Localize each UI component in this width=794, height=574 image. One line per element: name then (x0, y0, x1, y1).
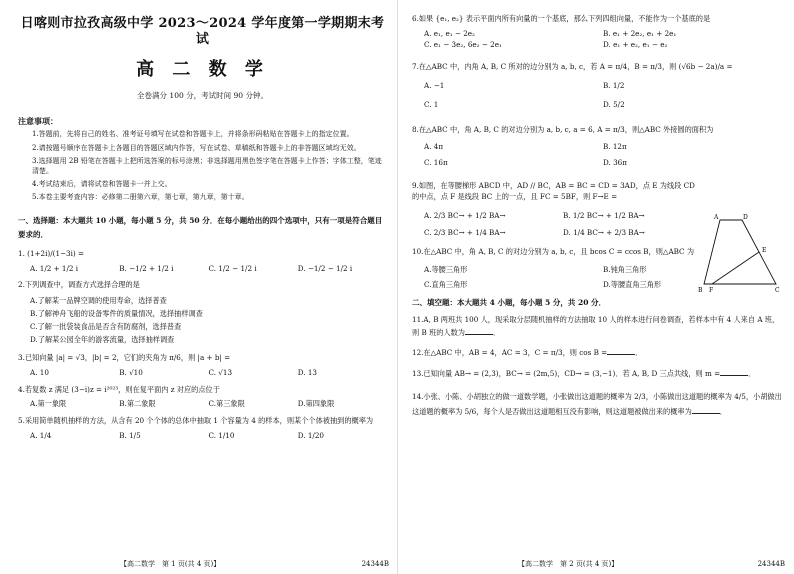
option: B.第二象限 (119, 399, 156, 409)
label-f: F (709, 287, 714, 294)
option: B. 1/2 (603, 81, 625, 91)
notice-item: 5.本卷主要考查内容：必修第二册第六章，第七章，第九章，第十章。 (32, 193, 249, 202)
option: C. 2/3 BC→ + 1/4 BA→ (424, 227, 506, 237)
option: D.等腰直角三角形 (603, 280, 662, 290)
footer-page-label: 【高二数学 第 2 页(共 4 页)】 (518, 560, 619, 568)
label-d: D (743, 214, 748, 221)
question-5 (18, 416, 387, 442)
question-stem: 3.已知向量 |a| = √3，|b| = 2，它们的夹角为 π/6，则 |a + b| = (18, 352, 231, 362)
option: A. 1/2 + 1/2 i (30, 263, 79, 273)
question-2 (18, 280, 387, 347)
label-c: C (775, 287, 780, 294)
notice-title: 注意事项： (18, 116, 58, 127)
option: A.等腰三角形 (424, 265, 468, 275)
notice-item: 4.考试结束后，请将试卷和答题卡一并上交。 (32, 179, 172, 188)
option: C. 1/10 (208, 430, 235, 440)
option: B. e₁ + 2e₂, e₁ + 2e₁ (603, 28, 677, 38)
option: B. √10 (119, 367, 143, 377)
option: D. 1/4 BC→ + 2/3 BA→ (563, 227, 645, 237)
option: C. 16π (424, 158, 448, 168)
question-3 (18, 353, 387, 379)
option: D. e₁ + e₂, e₁ − e₂ (603, 39, 668, 49)
option: D. 5/2 (603, 99, 625, 109)
option: D.第四象限 (297, 399, 335, 409)
question-13: 13.已知向量 AB→ = (2,3)，BC→ = (2m,5)，CD→ = (3,−1)．若 A, B, D 三点共线，则 m = ． (412, 368, 756, 378)
page-right (397, 0, 794, 574)
option: A.了解某一品牌空调的使用寿命，选择普查 (30, 296, 167, 306)
option: A. e₁, e₁ − 2e₂ (424, 28, 475, 38)
footer-code: 24344B (757, 560, 785, 568)
option: A.第一象限 (30, 399, 67, 409)
segment-fe (712, 252, 759, 284)
question-stem: 11.A, B 两班共 100 人，现采取分层随机抽样的方法抽取 10 人的样本进行问卷调查，若样本中有 4 人来自 A 班，则 B 班的人数为 (412, 314, 780, 338)
option: D.了解某公园全年的游客流量，选择抽样调查 (30, 334, 175, 344)
answer-blank (720, 369, 748, 376)
question-14: 14.小张、小陈、小胡独立的做一道数学题，小张做出这道题的概率为 2/3，小陈做出这道题的概率为 4/5，小胡做出这道题的概率为 5/6，每个人是否做出这道题相互没有影响，则这道题被做出来的概率为 ． (412, 392, 782, 417)
footer-page-label: 【高二数学 第 1 页(共 4 页)】 (120, 560, 221, 568)
question-stem: 10.在△ABC 中，角 A, B, C 的对边分别为 a, b, c，且 bcos C = ccos B，则△ABC 为 (412, 247, 695, 257)
question-stem: 12.在△ABC 中，AB = 4，AC = 3，C = π/3，则 cos B = (412, 347, 608, 357)
question-9 (412, 181, 702, 241)
option: D. 1/20 (297, 430, 324, 440)
section-heading: 一、选择题：本大题共 10 小题，每小题 5 分，共 50 分．在每小题给出的四个选项中，只有一项是符合题目要求的． (18, 216, 383, 240)
answer-blank (607, 348, 635, 355)
question-stem: 14.小张、小陈、小胡独立的做一道数学题，小张做出这道题的概率为 2/3，小陈做出这道题的概率为 4/5，小胡做出这道题的概率为 5/6，每个人是否做出这道题相互没有影响，则这道题被做出来的概率为 (412, 392, 782, 417)
question-stem: 1. (1+2i)/(1−3i) = (18, 248, 85, 258)
option: C. √13 (208, 367, 233, 377)
option: C.直角三角形 (424, 280, 468, 290)
question-11: 11.A, B 两班共 100 人，现采取分层随机抽样的方法抽取 10 人的样本进行问卷调查，若样本中有 4 人来自 A 班，则 B 班的人数为 ． (412, 314, 780, 338)
option: D. −1/2 − 1/2 i (297, 263, 353, 273)
question-12: 12.在△ABC 中，AB = 4，AC = 3，C = π/3，则 cos B = ． (412, 347, 643, 357)
question-stem: 7.在△ABC 中，内角 A, B, C 所对的边分别为 a, b, c，若 A = π/4，B = π/3，则 (√6b − 2a)/a = (412, 62, 733, 72)
section-heading: 二、填空题：本大题共 4 小题，每小题 5 分，共 20 分． (412, 298, 607, 308)
page-footer (398, 560, 794, 570)
question-stem: 5.采用简单随机抽样的方法，从含有 20 个个体的总体中抽取 1 个容量为 4 的样本，则某个个体被抽到的概率为 (18, 416, 374, 426)
option: B. 1/5 (119, 430, 141, 440)
question-4 (18, 385, 387, 411)
label-a: A (714, 214, 719, 221)
label-b: B (698, 287, 703, 294)
exam-title: 日喀则市拉孜高级中学 2023～2024 学年度第一学期期末考试 (20, 16, 385, 48)
question-stem: 9.如图，在等腰梯形 ABCD 中，AD // BC，AB = BC = CD = 3AD，点 E 为线段 CD 的中点，点 F 是线段 BC 上的一点，且 FC = 5BF，则 F→E = (412, 181, 695, 201)
option: C.第三象限 (208, 399, 245, 409)
option: A. −1 (424, 81, 445, 91)
option: A. 2/3 BC→ + 1/2 BA→ (424, 210, 506, 220)
score-line: 全卷满分 100 分，考试时间 90 分钟。 (137, 91, 268, 100)
option: B.钝角三角形 (603, 265, 647, 275)
trapezoid-diagram (698, 214, 783, 294)
notice-item: 3.选择题用 2B 铅笔在答题卡上把所选答案的标号涂黑；非选择题用黑色签字笔在答题卡上作答；字体工整，笔迹清楚。 (32, 156, 382, 175)
label-e: E (762, 247, 767, 254)
option: B.了解神舟飞船的设备零件的质量情况，选择抽样调查 (30, 309, 203, 319)
question-8 (412, 125, 782, 171)
option: C. e₁ − 3e₂, 6e₂ − 2e₁ (424, 39, 502, 49)
option: A. 4π (424, 142, 444, 152)
option: B. 12π (603, 142, 627, 152)
answer-blank (465, 328, 493, 335)
answer-blank (692, 407, 720, 414)
question-stem: 6.如果 {e₁, e₂} 表示平面内所有向量的一个基底，那么下列四组向量，不能作为一个基底的是 (412, 14, 711, 23)
option: D. 13 (297, 367, 317, 377)
option: A. 10 (30, 367, 49, 377)
notice-item: 2.请按题号顺序在答题卡上各题目的答题区域内作答，写在试卷、草稿纸和答题卡上的非答题区域均无效。 (32, 143, 361, 152)
option: B. 1/2 BC→ + 1/2 BA→ (563, 210, 645, 220)
option: C.了解一批袋装食品是否含有防腐剂，选择普查 (30, 322, 182, 332)
option: D. 36π (603, 158, 627, 168)
notice-item: 1.答题前，先将自己的姓名、准考证号填写在试卷和答题卡上，并将条形码粘贴在答题卡上的指定位置。 (32, 130, 354, 139)
option: B. −1/2 + 1/2 i (119, 263, 174, 273)
option: A. 1/4 (30, 430, 52, 440)
question-stem: 8.在△ABC 中，角 A, B, C 的对边分别为 a, b, c, a = 6, A = π/3，则△ABC 外接圆的面积为 (412, 124, 714, 134)
question-stem: 13.已知向量 AB→ = (2,3)，BC→ = (2m,5)，CD→ = (3,−1)．若 A, B, D 三点共线，则 m = (412, 368, 721, 378)
question-stem: 2.下列调查中，调查方式选择合理的是 (18, 280, 140, 290)
question-7 (412, 62, 782, 114)
question-1 (18, 249, 387, 275)
question-stem: 4.若复数 z 满足 (3−i)z = i²⁰²³，则在复平面内 z 对应的点位于 (18, 384, 220, 394)
notice-list (18, 129, 387, 202)
option: C. 1/2 − 1/2 i (208, 263, 257, 273)
footer-code: 24344B (361, 560, 389, 568)
page-footer (0, 560, 397, 570)
question-6 (412, 14, 782, 50)
option: C. 1 (424, 99, 439, 109)
subject-title: 高 二 数 学 (136, 58, 269, 80)
